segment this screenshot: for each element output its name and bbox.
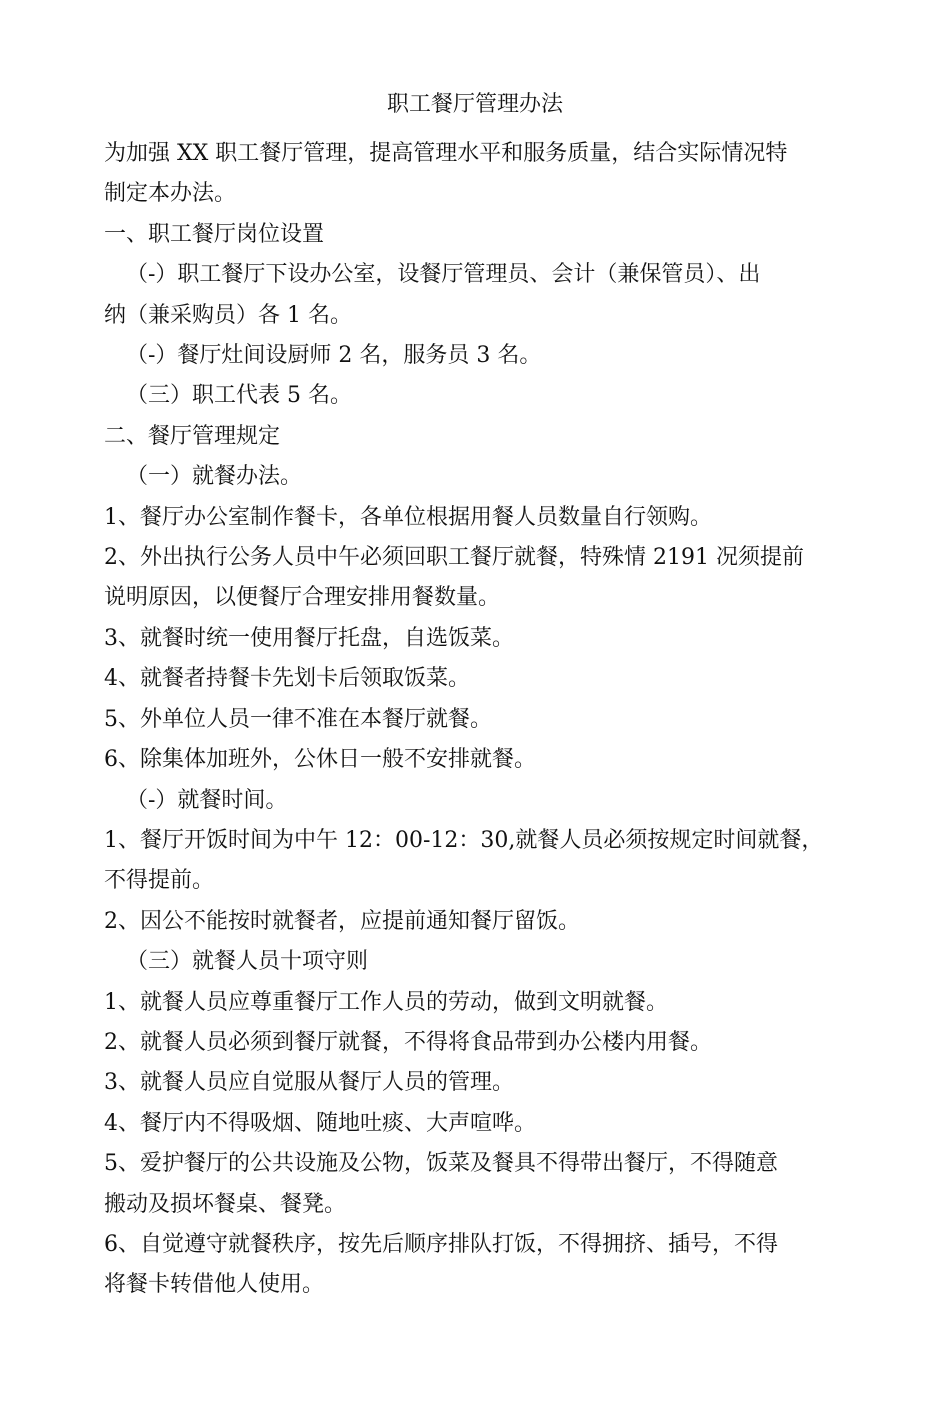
text-line: 将餐卡转借他人使用。 (104, 1272, 325, 1298)
text-line: 1、就餐人员应尊重餐厅工作人员的劳动，做到文明就餐。 (104, 989, 668, 1015)
text-line: 说明原因，以便餐厅合理安排用餐数量。 (104, 585, 501, 611)
document-body (104, 134, 846, 1306)
text-line: 1、餐厅开饭时间为中午 12：00-12：30,就餐人员必须按规定时间就餐， (104, 827, 824, 853)
text-line: 6、除集体加班外，公休日一般不安排就餐。 (104, 747, 536, 773)
text-line: 不得提前。 (104, 868, 215, 894)
text-line: （-）职工餐厅下设办公室，设餐厅管理员、会计（兼保管员）、出 (126, 262, 761, 288)
document-title: 职工餐厅管理办法 (386, 92, 563, 117)
subsection-heading: （三）就餐人员十项守则 (126, 949, 369, 975)
text-line: （三）职工代表 5 名。 (126, 383, 352, 409)
text-line: 2、就餐人员必须到餐厅就餐，不得将食品带到办公楼内用餐。 (104, 1029, 712, 1055)
text-line: 4、餐厅内不得吸烟、随地吐痰、大声喧哗。 (104, 1110, 536, 1136)
text-line: 5、爱护餐厅的公共设施及公物，饭菜及餐具不得带出餐厅，不得随意 (104, 1151, 778, 1177)
text-line: 纳（兼采购员）各 1 名。 (104, 302, 352, 328)
text-line: 5、外单位人员一律不准在本餐厅就餐。 (104, 706, 492, 732)
text-line: 2、因公不能按时就餐者，应提前通知餐厅留饭。 (104, 908, 580, 934)
section-heading: 二、餐厅管理规定 (104, 423, 281, 449)
text-line: 6、自觉遵守就餐秩序，按先后顺序排队打饭，不得拥挤、插号，不得 (104, 1231, 778, 1257)
text-line: 制定本办法。 (104, 181, 237, 207)
text-line: 搬动及损坏餐桌、餐凳。 (104, 1191, 347, 1217)
text-line: 1、餐厅办公室制作餐卡，各单位根据用餐人员数量自行领购。 (104, 504, 712, 530)
text-line: 为加强 XX 职工餐厅管理，提高管理水平和服务质量，结合实际情况特 (104, 141, 788, 166)
text-line: 3、就餐时统一使用餐厅托盘，自选饭菜。 (104, 625, 514, 651)
subsection-heading: （-）就餐时间。 (126, 787, 288, 813)
text-line: 4、就餐者持餐卡先划卡后领取饭菜。 (104, 666, 470, 692)
text-line: （-）餐厅灶间设厨师 2 名，服务员 3 名。 (126, 343, 542, 369)
subsection-heading: （一）就餐办法。 (126, 464, 303, 490)
text-line: 2、外出执行公务人员中午必须回职工餐厅就餐，特殊情 2191 况须提前 (104, 545, 804, 571)
section-heading: 一、职工餐厅岗位设置 (104, 221, 325, 247)
text-line: 3、就餐人员应自觉服从餐厅人员的管理。 (104, 1070, 514, 1096)
